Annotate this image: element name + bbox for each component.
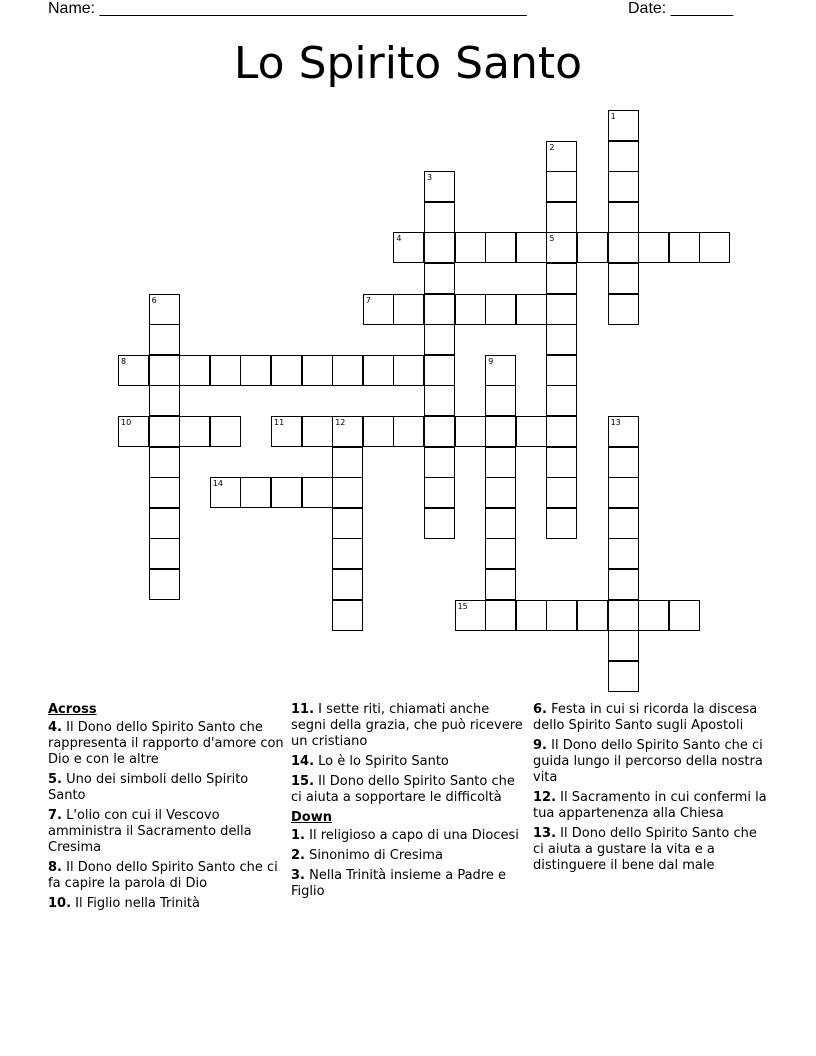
clue-text: Il Dono dello Spirito Santo che ci aiuta a sopportare le difficoltà bbox=[291, 774, 515, 805]
grid-cell[interactable] bbox=[424, 508, 455, 539]
grid-cell[interactable] bbox=[424, 232, 455, 263]
grid-cell[interactable] bbox=[271, 477, 302, 508]
grid-cell[interactable] bbox=[608, 630, 639, 661]
grid-cell[interactable] bbox=[455, 416, 486, 447]
clue-across-11 bbox=[291, 702, 527, 750]
grid-cell[interactable] bbox=[424, 447, 455, 478]
date-field[interactable]: Date: _______ bbox=[628, 0, 733, 17]
clue-number: 2. bbox=[291, 848, 305, 863]
grid-cell[interactable] bbox=[149, 294, 180, 325]
grid-cell[interactable] bbox=[149, 447, 180, 478]
grid-cell[interactable] bbox=[546, 355, 577, 386]
grid-cell[interactable] bbox=[332, 600, 363, 631]
clue-text: Sinonimo di Cresima bbox=[309, 848, 443, 863]
clue-text: Lo è lo Spirito Santo bbox=[318, 754, 449, 769]
clue-number: 9. bbox=[533, 738, 547, 753]
grid-cell[interactable] bbox=[149, 538, 180, 569]
grid-cell[interactable] bbox=[516, 416, 547, 447]
down-heading: Down bbox=[291, 810, 332, 825]
grid-cell[interactable] bbox=[332, 538, 363, 569]
grid-cell[interactable] bbox=[332, 416, 363, 447]
cell-number: 3 bbox=[427, 173, 433, 183]
grid-cell[interactable] bbox=[546, 141, 577, 172]
grid-cell[interactable] bbox=[608, 600, 639, 631]
grid-cell[interactable] bbox=[302, 416, 333, 447]
grid-cell[interactable] bbox=[240, 355, 271, 386]
clue-text: L'olio con cui il Vescovo amministra il Sacramento della Cresima bbox=[48, 808, 252, 855]
cell-number: 14 bbox=[212, 479, 223, 489]
clue-text: Il religioso a capo di una Diocesi bbox=[309, 828, 519, 843]
grid-cell[interactable] bbox=[271, 355, 302, 386]
clues-column-2 bbox=[291, 702, 527, 904]
grid-cell[interactable] bbox=[608, 202, 639, 233]
grid-cell[interactable] bbox=[608, 141, 639, 172]
grid-cell[interactable] bbox=[332, 355, 363, 386]
grid-cell[interactable] bbox=[608, 538, 639, 569]
clue-across-14 bbox=[291, 754, 527, 770]
clues-column-3 bbox=[533, 702, 769, 878]
clue-number: 14. bbox=[291, 754, 315, 769]
grid-cell[interactable] bbox=[424, 416, 455, 447]
cell-number: 9 bbox=[488, 356, 494, 366]
grid-cell[interactable] bbox=[363, 294, 394, 325]
grid-cell[interactable] bbox=[638, 232, 669, 263]
clue-number: 5. bbox=[48, 772, 62, 787]
grid-cell[interactable] bbox=[363, 416, 394, 447]
grid-cell[interactable] bbox=[393, 232, 424, 263]
grid-cell[interactable] bbox=[118, 355, 149, 386]
grid-cell[interactable] bbox=[608, 294, 639, 325]
across-heading: Across bbox=[48, 702, 97, 717]
grid-cell[interactable] bbox=[424, 477, 455, 508]
grid-cell[interactable] bbox=[669, 232, 700, 263]
grid-cell[interactable] bbox=[546, 202, 577, 233]
grid-cell[interactable] bbox=[240, 477, 271, 508]
page-title: Lo Spirito Santo bbox=[233, 38, 583, 89]
grid-cell[interactable] bbox=[485, 447, 516, 478]
grid-cell[interactable] bbox=[546, 324, 577, 355]
grid-cell[interactable] bbox=[424, 171, 455, 202]
clue-down-12 bbox=[533, 790, 769, 822]
grid-cell[interactable] bbox=[638, 600, 669, 631]
clue-down-2 bbox=[291, 848, 527, 864]
grid-cell[interactable] bbox=[210, 477, 241, 508]
grid-cell[interactable] bbox=[577, 232, 608, 263]
grid-cell[interactable] bbox=[210, 416, 241, 447]
clue-number: 8. bbox=[48, 860, 62, 875]
cell-number: 8 bbox=[121, 356, 127, 366]
grid-cell[interactable] bbox=[608, 416, 639, 447]
grid-cell[interactable] bbox=[546, 263, 577, 294]
grid-cell[interactable] bbox=[149, 324, 180, 355]
clue-number: 6. bbox=[533, 702, 547, 717]
cell-number: 15 bbox=[457, 601, 468, 611]
grid-cell[interactable] bbox=[485, 508, 516, 539]
grid-cell[interactable] bbox=[332, 477, 363, 508]
grid-cell[interactable] bbox=[669, 600, 700, 631]
grid-cell[interactable] bbox=[332, 569, 363, 600]
grid-cell[interactable] bbox=[179, 355, 210, 386]
clue-down-3 bbox=[291, 868, 527, 900]
grid-cell[interactable] bbox=[546, 171, 577, 202]
grid-cell[interactable] bbox=[149, 355, 180, 386]
cell-number: 5 bbox=[549, 234, 555, 244]
grid-cell[interactable] bbox=[302, 355, 333, 386]
clue-text: Il Dono dello Spirito Santo che ci guida lungo il percorso della nostra vita bbox=[533, 738, 763, 785]
grid-cell[interactable] bbox=[179, 416, 210, 447]
clue-across-10 bbox=[48, 896, 284, 912]
grid-cell[interactable] bbox=[608, 110, 639, 141]
clue-number: 3. bbox=[291, 868, 305, 883]
clue-text: Il Dono dello Spirito Santo che ci aiuta a gustare la vita e a distinguere il bene dal male bbox=[533, 826, 757, 873]
grid-cell[interactable] bbox=[271, 416, 302, 447]
grid-cell[interactable] bbox=[485, 569, 516, 600]
grid-cell[interactable] bbox=[608, 508, 639, 539]
grid-cell[interactable] bbox=[608, 569, 639, 600]
grid-cell[interactable] bbox=[577, 600, 608, 631]
grid-cell[interactable] bbox=[516, 294, 547, 325]
grid-cell[interactable] bbox=[516, 232, 547, 263]
clue-across-8 bbox=[48, 860, 284, 892]
grid-cell[interactable] bbox=[149, 416, 180, 447]
clue-number: 12. bbox=[533, 790, 557, 805]
clue-number: 4. bbox=[48, 720, 62, 735]
cell-number: 4 bbox=[396, 234, 402, 244]
grid-cell[interactable] bbox=[546, 600, 577, 631]
grid-cell[interactable] bbox=[455, 600, 486, 631]
grid-cell[interactable] bbox=[332, 447, 363, 478]
grid-cell[interactable] bbox=[424, 202, 455, 233]
grid-cell[interactable] bbox=[302, 477, 333, 508]
grid-cell[interactable] bbox=[608, 447, 639, 478]
grid-cell[interactable] bbox=[516, 600, 547, 631]
grid-cell[interactable] bbox=[424, 385, 455, 416]
clue-text: Il Dono dello Spirito Santo che ci fa capire la parola di Dio bbox=[48, 860, 278, 891]
grid-cell[interactable] bbox=[546, 232, 577, 263]
clue-across-15 bbox=[291, 774, 527, 806]
clue-number: 15. bbox=[291, 774, 315, 789]
grid-cell[interactable] bbox=[608, 477, 639, 508]
grid-cell[interactable] bbox=[210, 355, 241, 386]
cell-number: 2 bbox=[549, 142, 555, 152]
clue-down-1 bbox=[291, 828, 527, 844]
cell-number: 7 bbox=[365, 295, 371, 305]
grid-cell[interactable] bbox=[608, 263, 639, 294]
clue-down-6 bbox=[533, 702, 769, 734]
grid-cell[interactable] bbox=[608, 232, 639, 263]
grid-cell[interactable] bbox=[485, 294, 516, 325]
grid-cell[interactable] bbox=[485, 416, 516, 447]
clue-text: Il Sacramento in cui confermi la tua appartenenza alla Chiesa bbox=[533, 790, 767, 821]
grid-cell[interactable] bbox=[424, 324, 455, 355]
clue-text: I sette riti, chiamati anche segni della grazia, che può ricevere un cristiano bbox=[291, 702, 523, 749]
grid-cell[interactable] bbox=[546, 294, 577, 325]
grid-cell[interactable] bbox=[485, 538, 516, 569]
grid-cell[interactable] bbox=[455, 232, 486, 263]
clue-across-4 bbox=[48, 720, 284, 768]
grid-cell[interactable] bbox=[485, 232, 516, 263]
grid-cell[interactable] bbox=[424, 263, 455, 294]
grid-cell[interactable] bbox=[699, 232, 730, 263]
cell-number: 12 bbox=[335, 418, 346, 427]
clue-across-7 bbox=[48, 808, 284, 856]
grid-cell[interactable] bbox=[546, 477, 577, 508]
clue-text: Il Figlio nella Trinità bbox=[75, 896, 200, 911]
grid-cell[interactable] bbox=[149, 508, 180, 539]
grid-cell[interactable] bbox=[118, 416, 149, 447]
clue-number: 13. bbox=[533, 826, 557, 841]
clue-text: Festa in cui si ricorda la discesa dello Spirito Santo sugli Apostoli bbox=[533, 702, 758, 733]
grid-cell[interactable] bbox=[608, 661, 639, 692]
clue-down-13 bbox=[533, 826, 769, 874]
grid-cell[interactable] bbox=[149, 477, 180, 508]
grid-cell[interactable] bbox=[393, 355, 424, 386]
grid-cell[interactable] bbox=[149, 385, 180, 416]
grid-cell[interactable] bbox=[393, 294, 424, 325]
grid-cell[interactable] bbox=[424, 294, 455, 325]
grid-cell[interactable] bbox=[546, 416, 577, 447]
clue-number: 7. bbox=[48, 808, 62, 823]
grid-cell[interactable] bbox=[149, 569, 180, 600]
clue-text: Il Dono dello Spirito Santo che rappresenta il rapporto d'amore con Dio e con le altre bbox=[48, 720, 284, 767]
clue-number: 11. bbox=[291, 702, 315, 717]
clue-across-5 bbox=[48, 772, 284, 804]
name-field[interactable]: Name: ________________________________________________ bbox=[48, 0, 527, 17]
clue-down-9 bbox=[533, 738, 769, 786]
cell-number: 13 bbox=[610, 418, 621, 427]
cell-number: 10 bbox=[121, 418, 132, 427]
grid-cell[interactable] bbox=[393, 416, 424, 447]
grid-cell[interactable] bbox=[363, 355, 394, 386]
grid-cell[interactable] bbox=[546, 508, 577, 539]
grid-cell[interactable] bbox=[546, 385, 577, 416]
grid-cell[interactable] bbox=[485, 600, 516, 631]
grid-cell[interactable] bbox=[608, 171, 639, 202]
clue-number: 10. bbox=[48, 896, 72, 911]
grid-cell[interactable] bbox=[455, 294, 486, 325]
cell-number: 1 bbox=[610, 112, 616, 121]
cell-number: 6 bbox=[151, 295, 157, 305]
grid-cell[interactable] bbox=[485, 477, 516, 508]
cell-number: 11 bbox=[274, 418, 285, 427]
clue-text: Uno dei simboli dello Spirito Santo bbox=[48, 772, 249, 803]
grid-cell[interactable] bbox=[485, 355, 516, 386]
clues-column-1 bbox=[48, 702, 284, 916]
grid-cell[interactable] bbox=[424, 355, 455, 386]
grid-cell[interactable] bbox=[332, 508, 363, 539]
grid-cell[interactable] bbox=[485, 385, 516, 416]
clue-text: Nella Trinità insieme a Padre e Figlio bbox=[291, 868, 506, 899]
grid-cell[interactable] bbox=[546, 447, 577, 478]
clue-number: 1. bbox=[291, 828, 305, 843]
